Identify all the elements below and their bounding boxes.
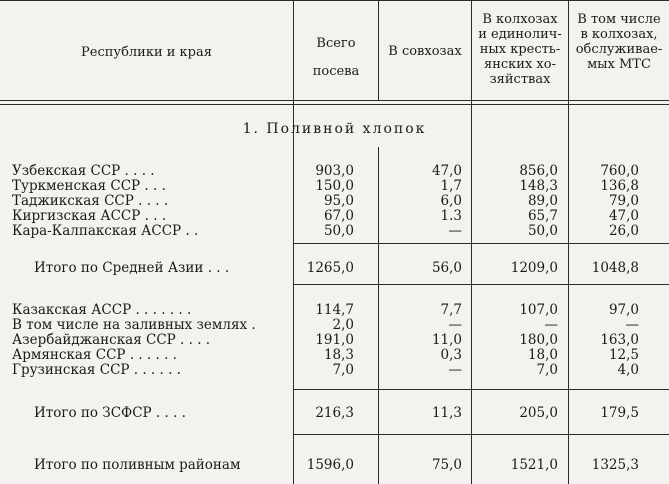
cell-mts: —: [625, 317, 639, 333]
table-row: [0, 224, 669, 239]
header-line: ных кресть-: [479, 42, 561, 57]
cell-kolkhoz: 50,0: [527, 223, 558, 239]
cell-kolkhoz: —: [544, 317, 558, 333]
cell-sovkhoz: 1,7: [440, 178, 462, 194]
cell-mts: 47,0: [608, 208, 639, 224]
row-label: Таджикская ССР . . . .: [12, 193, 169, 209]
header-line: обслуживае-: [575, 42, 663, 57]
cell-kolkhoz: 65,7: [527, 208, 558, 224]
cell-kolkhoz: 180,0: [519, 332, 558, 348]
row-label: Кара-Калпакская АССР . .: [12, 223, 199, 239]
table-row: [0, 303, 669, 318]
cell-mts: 26,0: [608, 223, 639, 239]
cell-kolkhoz: 18,0: [527, 347, 558, 363]
cell-sovkhoz: 11,3: [431, 405, 462, 421]
table-row: [0, 348, 669, 363]
cell-sovkhoz: 6,0: [440, 193, 462, 209]
cell-mts: 1325,3: [591, 457, 639, 473]
row-label: Итого по ЗСФСР . . . .: [34, 405, 186, 421]
table-row: [0, 164, 669, 179]
subtotal-rule: [293, 434, 669, 435]
cell-total: 903,0: [315, 163, 354, 179]
cell-mts: 1048,8: [591, 260, 639, 276]
cell-kolkhoz: 856,0: [519, 163, 558, 179]
row-label: Казакская АССР . . . . . . .: [12, 302, 192, 318]
header-line: зяйствах: [489, 72, 551, 87]
cell-kolkhoz: 1521,0: [510, 457, 558, 473]
header-kolkhozes: [472, 12, 568, 87]
cell-sovkhoz: 75,0: [431, 457, 462, 473]
subtotal-rule: [293, 284, 669, 285]
row-label: Киргизская АССР . . .: [12, 208, 167, 224]
cell-mts: 163,0: [600, 332, 639, 348]
subtotal-rule: [293, 243, 669, 244]
grand-total-row: [0, 458, 669, 473]
cell-sovkhoz: 47,0: [431, 163, 462, 179]
cell-kolkhoz: 148,3: [519, 178, 558, 194]
subtotal-row: [0, 406, 669, 421]
table-row: [0, 209, 669, 224]
header-line: в колхозах,: [580, 27, 658, 42]
cell-mts: 97,0: [608, 302, 639, 318]
cell-total: 2,0: [332, 317, 354, 333]
cell-sovkhoz: —: [448, 362, 462, 378]
cell-mts: 4,0: [617, 362, 639, 378]
row-label: Узбекская ССР . . . .: [12, 163, 155, 179]
cell-total: 114,7: [315, 302, 354, 318]
cell-sovkhoz: 0,3: [440, 347, 462, 363]
row-label: Армянская ССР . . . . . .: [12, 347, 177, 363]
section-title: 1. Поливной хлопок: [242, 121, 427, 137]
cell-kolkhoz: 205,0: [519, 405, 558, 421]
row-label: Азербайджанская ССР . . . .: [12, 332, 211, 348]
table-row: [0, 179, 669, 194]
cell-total: 216,3: [315, 405, 354, 421]
cell-kolkhoz: 107,0: [519, 302, 558, 318]
table-row: [0, 194, 669, 209]
cell-kolkhoz: 89,0: [527, 193, 558, 209]
cell-total: 95,0: [323, 193, 354, 209]
row-label: Итого по поливным районам: [34, 457, 241, 473]
row-label: Итого по Средней Азии . . .: [34, 260, 230, 276]
header-line: янских хо-: [484, 57, 556, 72]
header-line: и единолич-: [478, 27, 562, 42]
cell-sovkhoz: 7,7: [440, 302, 462, 318]
cell-total: 191,0: [315, 332, 354, 348]
row-label: Туркменская ССР . . .: [12, 178, 166, 194]
header-line: В том числе: [577, 12, 661, 27]
cell-sovkhoz: 56,0: [431, 260, 462, 276]
table-row: [0, 363, 669, 378]
header-republics: Республики и края: [81, 45, 212, 60]
table-row: [0, 333, 669, 348]
cell-mts: 79,0: [608, 193, 639, 209]
cell-mts: 12,5: [608, 347, 639, 363]
cell-sovkhoz: 11,0: [431, 332, 462, 348]
cell-kolkhoz: 7,0: [536, 362, 558, 378]
cell-total: 18,3: [323, 347, 354, 363]
subtotal-rule: [293, 389, 669, 390]
cell-kolkhoz: 1209,0: [510, 260, 558, 276]
cell-total: 7,0: [332, 362, 354, 378]
header-mts: [569, 12, 669, 72]
cell-mts: 760,0: [600, 163, 639, 179]
header-sovkhozes: В совхозах: [388, 44, 462, 59]
cell-sovkhoz: 1.3: [440, 208, 462, 224]
header-total-line: Всего: [316, 36, 356, 51]
header-line: В колхозах: [482, 12, 558, 27]
header-total: [294, 30, 378, 86]
row-label: Грузинская ССР . . . . . .: [12, 362, 181, 378]
cell-total: 50,0: [323, 223, 354, 239]
cell-sovkhoz: —: [448, 223, 462, 239]
header-total-line: посева: [312, 64, 360, 79]
cell-total: 150,0: [315, 178, 354, 194]
table-row: [0, 318, 669, 333]
cell-total: 1265,0: [306, 260, 354, 276]
cell-mts: 179,5: [600, 405, 639, 421]
header-line: мых МТС: [587, 57, 651, 72]
row-label: В том числе на заливных землях .: [12, 317, 256, 333]
cell-total: 67,0: [323, 208, 354, 224]
cell-sovkhoz: —: [448, 317, 462, 333]
cell-mts: 136,8: [600, 178, 639, 194]
subtotal-row: [0, 261, 669, 276]
cell-total: 1596,0: [306, 457, 354, 473]
